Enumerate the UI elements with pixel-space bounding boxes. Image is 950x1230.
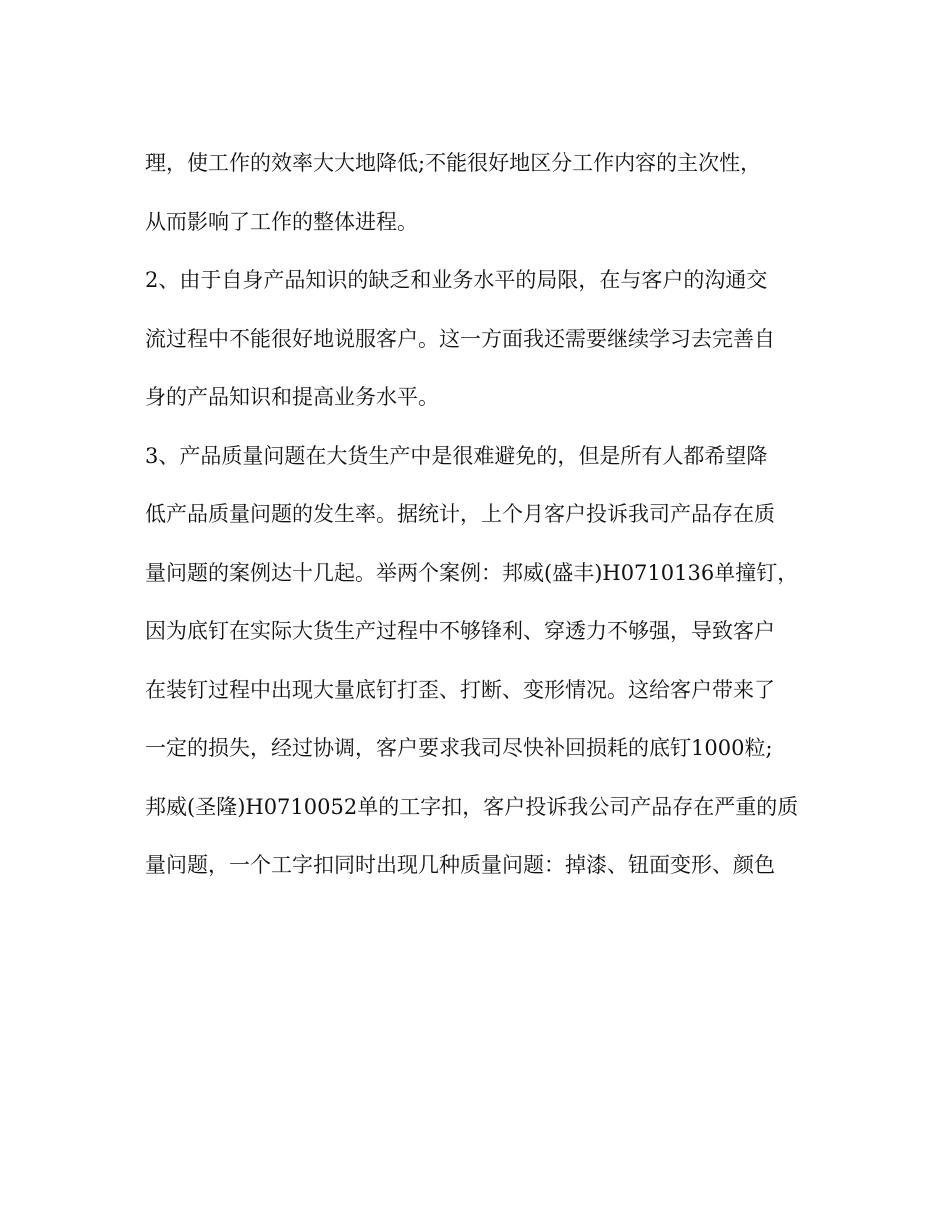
text-line: 低产品质量问题的发生率。据统计，上个月客户投诉我司产品存在质: [145, 502, 775, 526]
text-line: 从而影响了工作的整体进程。: [145, 209, 418, 234]
text-line: 3、产品质量问题在大货生产中是很难避免的，但是所有人都希望降: [145, 443, 768, 468]
text-line: 2、由于自身产品知识的缺乏和业务水平的局限，在与客户的沟通交: [145, 268, 768, 292]
text-line: 一定的损失，经过协调，客户要求我司尽快补回损耗的底钉1000粒;: [145, 736, 773, 760]
text-line: 因为底钉在实际大货生产过程中不够锋利、穿透力不够强，导致客户: [145, 619, 775, 643]
text-line: 量问题的案例达十几起。举两个案例：邦威(盛丰)H0710136单撞钉，: [145, 560, 799, 585]
text-line: 邦威(圣隆)H0710052单的工字扣，客户投诉我公司产品存在严重的质: [145, 794, 799, 819]
text-line: 理，使工作的效率大大地降低;不能很好地区分工作内容的主次性，: [145, 151, 762, 175]
body-text: [145, 134, 810, 895]
text-line: 量问题，一个工字扣同时出现几种质量问题：掉漆、钮面变形、颜色: [145, 853, 775, 877]
text-line: 身的产品知识和提高业务水平。: [145, 385, 439, 409]
text-line: 在装钉过程中出现大量底钉打歪、打断、变形情况。这给客户带来了: [145, 677, 775, 702]
text-line: 流过程中不能很好地说服客户。这一方面我还需要继续学习去完善自: [145, 326, 775, 351]
